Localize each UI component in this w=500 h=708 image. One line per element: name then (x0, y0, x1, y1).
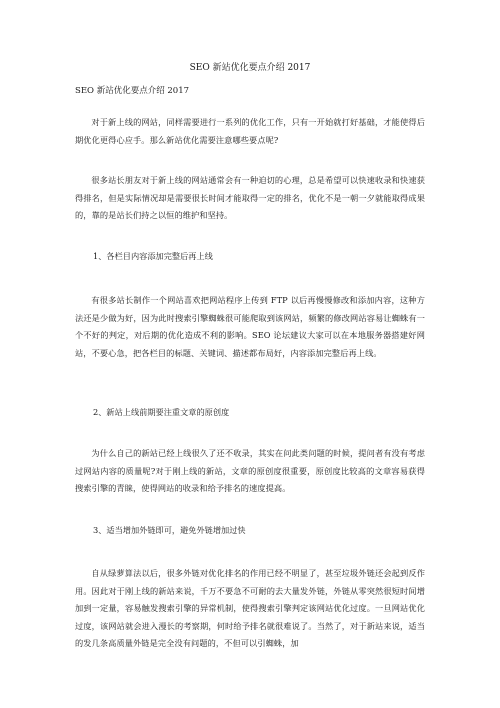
document-title: SEO 新站优化要点介绍 2017 (189, 63, 311, 73)
document-subtitle: SEO 新站优化要点介绍 2017 (75, 86, 190, 96)
section-heading-3: 3、适当增加外链即可，避免外链增加过快 (93, 525, 246, 535)
section-heading-1: 1、各栏目内容添加完整后再上线 (93, 251, 213, 261)
paragraph-section-3: 自从绿萝算法以后，很多外链对优化排名的作用已经不明显了，甚至垃圾外链还会起到反作用。因此对于刚上线的新站来说，千万不要急不可耐的去大量发外链，外链从零突然很短时间增加到一定量，容易触发搜索引擎的异常机制，使得搜索引擎判定该网站优化过度。一旦网站优化过度，该网站就会进入漫长的考察期，何时给予排名就很难说了。当然了，对于新站来说，适当的发几条高质量外链是完全没有问题的，不但可以引蜘蛛，加 (75, 568, 425, 649)
paragraph-section-2: 为什么自己的新站已经上线很久了还不收录，其实在问此类问题的时候，提问者有没有考虑过网站内容的质量呢?对于刚上线的新站，文章的原创度很重要，原创度比较高的文章容易获得搜索引擎的青睐，使得网站的收录和给予排名的速度提高。 (75, 448, 425, 494)
paragraph-mindset: 很多站长朋友对于新上线的网站通常会有一种迫切的心理，总是希望可以快速收录和快速获得排名，但是实际情况却是需要很长时间才能取得一定的排名，优化不是一朝一夕就能取得成果的，靠的是站长们持之以恒的维护和坚持。 (75, 175, 425, 221)
section-heading-2: 2、新站上线前期要注重文章的原创度 (93, 407, 230, 417)
paragraph-intro: 对于新上线的网站，同样需要进行一系列的优化工作，只有一开始就打好基础，才能使得后期优化更得心应手。那么新站优化需要注意哪些要点呢? (75, 117, 425, 145)
paragraph-section-1: 有很多站长制作一个网站喜欢把网站程序上传到 FTP 以后再慢慢修改和添加内容，这种方法还是少做为好，因为此时搜索引擎蜘蛛很可能爬取到该网站，频繁的修改网站容易让蜘蛛有一个不好的判定，对后期的优化造成不利的影响。SEO 论坛建议大家可以在本地服务器搭建好网站，不要心急，把各栏目的标题、关键词、描述都布局好，内容添加完整后再上线。 (75, 295, 425, 358)
